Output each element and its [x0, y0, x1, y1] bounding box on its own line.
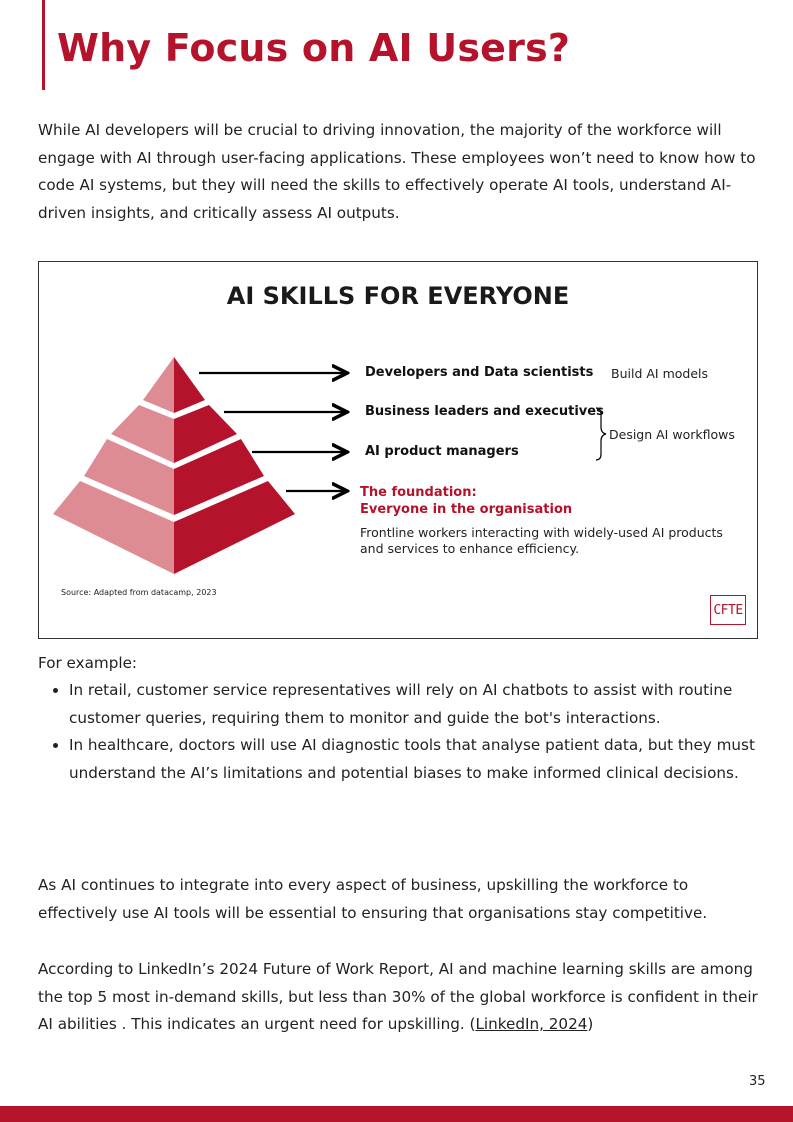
level-business-leaders-label: Business leaders and executives: [365, 404, 604, 419]
footer-bar: [0, 1106, 793, 1122]
cfte-logo: CFTE: [710, 595, 746, 625]
closing-paragraph-2-text: According to LinkedIn’s 2024 Future of Work Report, AI and machine learning skills are among the top 5 most in-demand skills, but less than 30% of the global workforce is confident in their AI abilities . This indicates an urgent need for upskilling. (: [38, 960, 758, 1033]
pyramid-tier-1-left: [143, 357, 174, 413]
figure-source-note: Source: Adapted from datacamp, 2023: [61, 588, 217, 597]
list-item: • In retail, customer service representatives will rely on AI chatbots to assist with routine customer queries, requiring them to monitor and guide the bot's interactions.: [69, 677, 791, 732]
foundation-title-line1: The foundation:: [360, 485, 477, 500]
level-developers-note: Build AI models: [611, 366, 708, 381]
closing-paragraph-2-end: ): [587, 1015, 594, 1033]
design-workflows-note: Design AI workflows: [609, 427, 735, 442]
page-number: 35: [749, 1074, 766, 1089]
foundation-title-line2: Everyone in the organisation: [360, 502, 573, 517]
pyramid-tier-1-right: [174, 357, 205, 413]
intro-paragraph: While AI developers will be crucial to driving innovation, the majority of the workforce will engage with AI through user-facing applications. These employees won’t need to know how to code AI systems, but they will need the skills to effectively operate AI tools, understand AI-driven insights, and critically assess AI outputs.: [38, 121, 756, 222]
foundation-description: Frontline workers interacting with widely-used AI products and services to enhance efficiency.: [360, 525, 723, 556]
closing-paragraph-1: As AI continues to integrate into every aspect of business, upskilling the workforce to effectively use AI tools will be essential to ensuring that organisations stay competitive.: [38, 876, 708, 922]
closing-paragraph-2: [38, 956, 760, 1039]
figure-title: AI SKILLS FOR EVERYONE: [226, 282, 570, 310]
level-product-managers-label: AI product managers: [365, 444, 519, 459]
level-developers-label: Developers and Data scientists: [365, 365, 594, 380]
foundation-title: [360, 484, 572, 518]
page-title: Why Focus on AI Users?: [57, 26, 571, 70]
examples-intro: For example:: [38, 654, 138, 672]
ai-skills-figure: [38, 261, 758, 639]
linkedin-source-link[interactable]: LinkedIn, 2024: [475, 1015, 588, 1033]
title-accent-bar: [42, 0, 45, 90]
examples-list: [38, 677, 791, 787]
list-item: • In healthcare, doctors will use AI diagnostic tools that analyse patient data, but they must understand the AI’s limitations and potential biases to make informed clinical decisions.: [69, 732, 791, 787]
